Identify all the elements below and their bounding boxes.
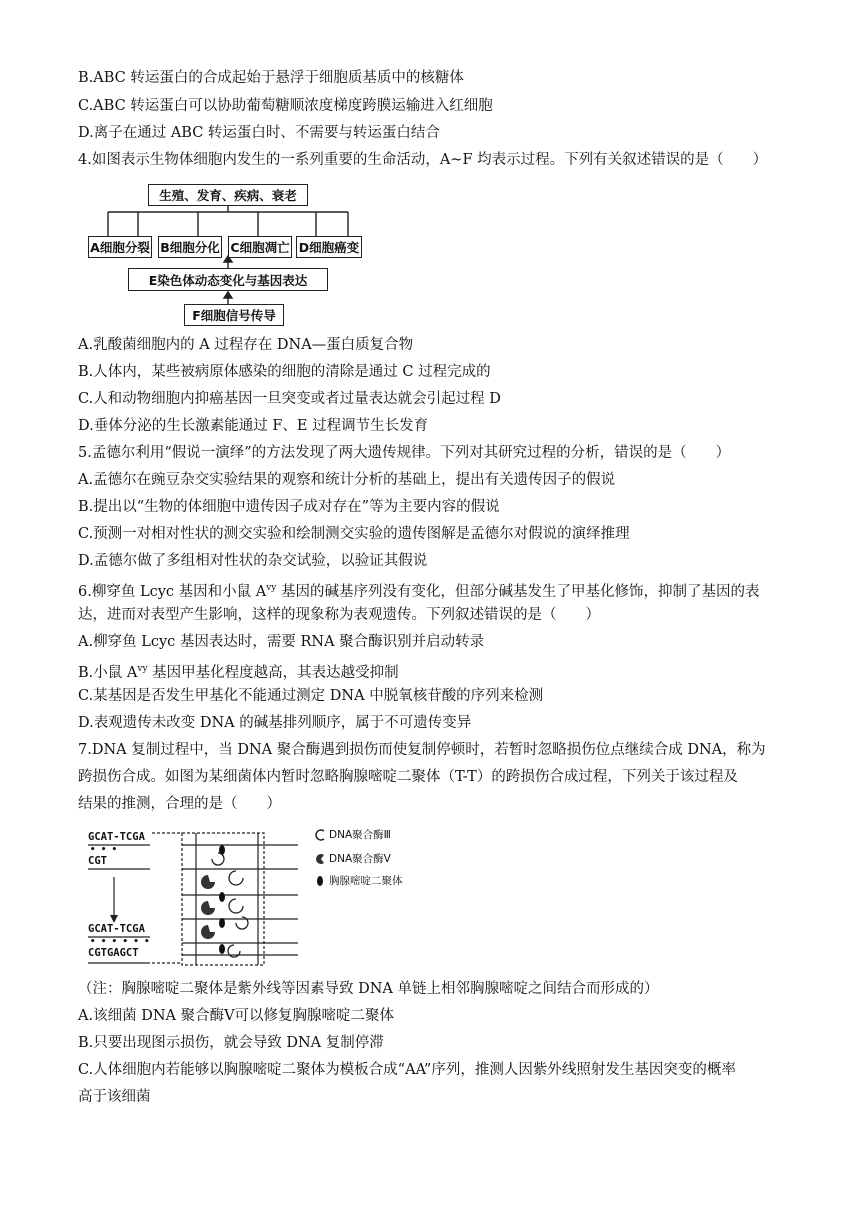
legend-dimer: [314, 873, 403, 888]
legend-dimer-label: 胸腺嘧啶二聚体: [329, 875, 403, 887]
q3-option-c: C.ABC 转运蛋白可以协助葡萄糖顺浓度梯度跨膜运输进入红细胞: [78, 98, 493, 114]
q3-option-d: D.离子在通过 ABC 转运蛋白时、不需要与转运蛋白结合: [78, 125, 440, 141]
q6-stem-line1: [78, 578, 759, 602]
translesion-synthesis-diagram: [86, 825, 416, 971]
life-activity-diagram: [88, 180, 368, 330]
node-chromosome-gene-expression: E染色体动态变化与基因表达: [128, 268, 328, 291]
q5-stem: 5.孟德尔利用“假说一演绎”的方法发现了两大遗传规律。下列对其研究过程的分析，错误的是（ ）: [78, 445, 731, 461]
q6-stem-superscript: vy: [266, 583, 277, 593]
node-cell-cancer: D细胞癌变: [296, 236, 362, 258]
q6-option-b: [78, 659, 399, 683]
pairing-dots-top: • • •: [90, 845, 118, 855]
q6-option-b-superscript: vy: [137, 664, 148, 674]
q5-option-a: A.孟德尔在豌豆杂交实验结果的观察和统计分析的基础上，提出有关遗传因子的假说: [78, 472, 616, 488]
node-cell-division: A细胞分裂: [88, 236, 152, 258]
q4-stem: 4.如图表示生物体细胞内发生的一系列重要的生命活动，A~F 均表示过程。下列有关叙述错误的是（ ）: [78, 152, 768, 168]
q6-option-c: C.某基因是否发生甲基化不能通过测定 DNA 中脱氧核苷酸的序列来检测: [78, 688, 544, 704]
q4-option-c: C.人和动物细胞内抑癌基因一旦突变或者过量表达就会引起过程 D: [78, 391, 501, 407]
q6-option-d: D.表观遗传未改变 DNA 的碱基排列顺序，属于不可遗传变异: [78, 715, 472, 731]
q4-option-d: D.垂体分泌的生长激素能通过 F、E 过程调节生长发育: [78, 418, 429, 434]
legend-pol5-label: DNA聚合酶Ⅴ: [329, 853, 391, 865]
q4-option-b: B.人体内，某些被病原体感染的细胞的清除是通过 C 过程完成的: [78, 364, 491, 380]
sequence-top-daughter: CGT: [88, 855, 107, 867]
q6-option-b-part2: 基因甲基化程度越高，其表达越受抑制: [147, 664, 399, 681]
q6-stem-part1: 6.柳穿鱼 Lcyc 基因和小鼠 A: [78, 583, 267, 600]
node-life-outcomes: 生殖、发育、疾病、衰老: [148, 184, 308, 206]
q5-option-c: C.预测一对相对性状的测交实验和绘制测交实验的遗传图解是孟德尔对假说的演绎推理: [78, 526, 630, 542]
q7-stem-line2: 跨损伤合成。如图为某细菌体内暂时忽略胸腺嘧啶二聚体（T-T）的跨损伤合成过程，下列关于该过程及: [78, 769, 738, 785]
q5-option-b: B.提出以“生物的体细胞中遗传因子成对存在”等为主要内容的假说: [78, 499, 500, 515]
q6-stem-part2: 基因的碱基序列没有变化，但部分碱基发生了甲基化修饰，抑制了基因的表: [276, 583, 760, 600]
q7-stem-line3: 结果的推测，合理的是（ ）: [78, 796, 281, 812]
q7-option-a: A.该细菌 DNA 聚合酶Ⅴ可以修复胸腺嘧啶二聚体: [78, 1008, 395, 1024]
legend-pol5: [314, 851, 391, 866]
sequence-bottom-template: GCAT-TCGA: [88, 923, 145, 935]
q5-option-d: D.孟德尔做了多组相对性状的杂交试验，以验证其假说: [78, 553, 428, 569]
q4-option-a: A.乳酸菌细胞内的 A 过程存在 DNA—蛋白质复合物: [78, 337, 414, 353]
q3-option-b: B.ABC 转运蛋白的合成起始于悬浮于细胞质基质中的核糖体: [78, 70, 464, 86]
sequence-top-template: GCAT-TCGA: [88, 831, 145, 843]
legend-pol3: [314, 827, 391, 842]
q7-option-c-line1: C.人体细胞内若能够以胸腺嘧啶二聚体为模板合成“AA”序列，推测人因紫外线照射发生基因突变的概率: [78, 1062, 736, 1078]
node-cell-differentiation: B细胞分化: [158, 236, 222, 258]
sequence-bottom-daughter: CGTGAGCT: [88, 947, 139, 959]
node-cell-signaling: F细胞信号传导: [184, 304, 284, 326]
pol3-icon: [314, 829, 326, 841]
dimer-icon: [314, 875, 326, 887]
q7-option-b: B.只要出现图示损伤，就会导致 DNA 复制停滞: [78, 1035, 384, 1051]
pol5-icon: [314, 853, 326, 865]
node-cell-apoptosis: C细胞凋亡: [228, 236, 292, 258]
q6-option-a: A.柳穿鱼 Lcyc 基因表达时，需要 RNA 聚合酶识别并启动转录: [78, 634, 485, 650]
legend-pol3-label: DNA聚合酶Ⅲ: [329, 829, 391, 841]
pairing-dots-bottom: • • • • • •: [90, 937, 150, 947]
q6-stem-line2: 达，进而对表型产生影响，这样的现象称为表观遗传。下列叙述错误的是（ ）: [78, 607, 600, 623]
q7-stem-line1: 7.DNA 复制过程中，当 DNA 聚合酶遇到损伤而使复制停顿时，若暂时忽略损伤位点继续合成 DNA，称为: [78, 742, 766, 758]
q6-option-b-part1: B.小鼠 A: [78, 664, 138, 681]
q7-note: （注：胸腺嘧啶二聚体是紫外线等因素导致 DNA 单链上相邻胸腺嘧啶之间结合而形成的）: [78, 981, 659, 997]
q7-option-c-line2: 高于该细菌: [78, 1089, 151, 1105]
